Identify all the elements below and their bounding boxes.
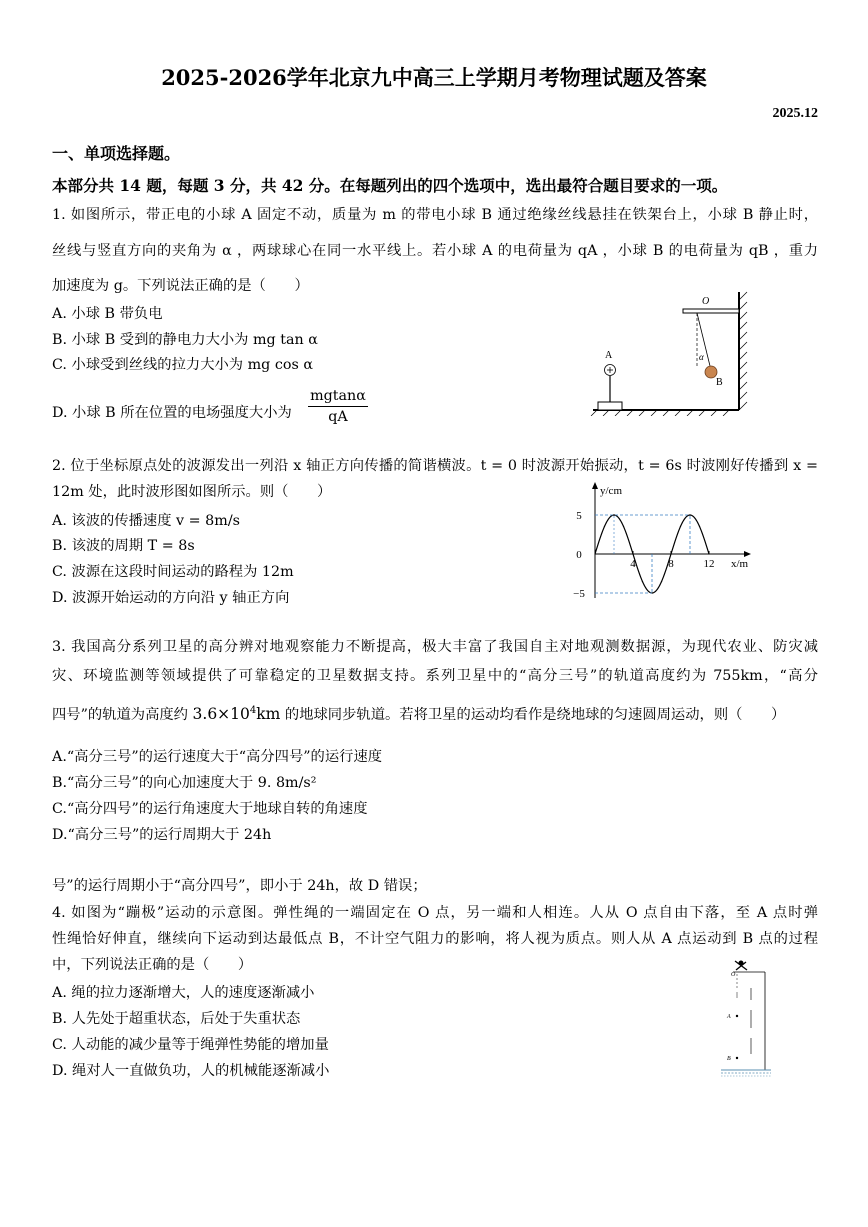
q2-option-b: B. 该波的周期 T = 8s [52, 538, 195, 554]
y-tick-label: −5 [573, 588, 585, 600]
q3-line1: 3. 我国高分系列卫星的高分辨对地观察能力不断提高，极大丰富了我国自主对地观测数据源，为现代农业、防灾减 [52, 639, 818, 655]
alpha-label: α [699, 352, 704, 362]
q2-line2: 12m 处，此时波形图如图所示。则（ ） [52, 484, 332, 500]
q3-option-a: A.“高分三号”的运行速度大于“高分四号”的运行速度 [52, 749, 383, 765]
q1-figure [585, 288, 755, 416]
y-axis-arrow [592, 482, 598, 489]
orbit-height-unit: km [256, 704, 281, 723]
q3-option-b: B.“高分三号”的向心加速度大于 9. 8m/s² [52, 775, 317, 791]
fraction-denominator: qA [328, 409, 348, 425]
x-axis-arrow [744, 551, 751, 557]
ball-b-label: B [716, 377, 723, 388]
wave-graph [565, 478, 760, 604]
wave-data-point [642, 581, 643, 582]
q1-option-c: C. 小球受到丝线的拉力大小为 mg cos α [52, 357, 314, 373]
q4-option-b: B. 人先处于超重状态，后处于失重状态 [52, 1011, 301, 1027]
wave-data-point [604, 526, 605, 527]
q1-option-a: A. 小球 B 带负电 [52, 306, 163, 322]
wall-hatch [739, 292, 747, 410]
point-o-label: O [702, 296, 710, 307]
q4-line3: 中，下列说法正确的是（ ） [52, 957, 253, 973]
q3-line2: 灾、环境监测等领域提供了可靠稳定的卫星数据支持。系列卫星中的“高分三号”的轨道高度约为 755km，“高分 [52, 668, 818, 684]
x-axis-label: x/m [731, 558, 749, 570]
q3-option-c: C.“高分四号”的运行角速度大于地球自转的角速度 [52, 801, 368, 817]
bracket-arm [683, 309, 739, 313]
q2-option-a: A. 该波的传播速度 v = 8m/s [52, 513, 240, 529]
page-title: 2025-2026学年北京九中高三上学期月考物理试题及答案 [161, 65, 707, 90]
wave-data-point [699, 526, 700, 527]
orbit-height-value: 3.6×10 [192, 704, 250, 723]
fraction-numerator: mgtanα [308, 388, 368, 407]
q1-option-b: B. 小球 B 受到的静电力大小为 mg tan α [52, 332, 318, 348]
q3-option-d: D.“高分三号”的运行周期大于 24h [52, 827, 272, 843]
q2-option-c: C. 波源在这段时间运动的路程为 12m [52, 564, 294, 580]
q1-line2: 丝线与竖直方向的夹角为 α ，两球球心在同一水平线上。若小球 A 的电荷量为 qA ，小球 B 的电荷量为 qB ，重力 [52, 243, 818, 259]
section-intro: 本部分共 14 题，每题 3 分，共 42 分。在每题列出的四个选项中，选出最符合题目要求的一项。 [52, 176, 728, 195]
q1-option-d: D. 小球 B 所在位置的电场强度大小为 [52, 405, 292, 421]
point-b-dot [736, 1057, 738, 1059]
point-b-label: B [727, 1056, 731, 1062]
y-tick-label: 0 [576, 549, 582, 561]
q4-line1: 4. 如图为“蹦极”运动的示意图。弹性绳的一端固定在 O 点，另一端和人相连。人从 O 点自由下落，至 A 点时弹 [52, 905, 818, 921]
point-a-dot [736, 1015, 738, 1017]
point-o-label: O [731, 972, 736, 978]
q4-option-a: A. 绳的拉力逐渐增大，人的速度逐渐减小 [52, 985, 315, 1001]
x-tick-label: 12 [703, 558, 715, 570]
q3-line3-start: 四号”的轨道为高度约 [52, 706, 188, 723]
section-heading: 一、单项选择题。 [52, 144, 181, 163]
stand-base [598, 402, 622, 410]
wave-data-point [623, 526, 624, 527]
point-a-label: A [727, 1014, 731, 1020]
ball-a-label: A [605, 350, 613, 361]
orbit-height-exponent: 4 [249, 705, 257, 716]
stray-answer-fragment: 号”的运行周期小于“高分四号”，即小于 24h，故 D 错误； [52, 878, 427, 894]
q4-line2: 性绳恰好伸直，继续向下运动到达最低点 B，不计空气阻力的影响，将人视为质点。则人从 A 点运动到 B 点的过程 [52, 931, 818, 947]
q4-option-d: D. 绳对人一直做负功，人的机械能逐渐减小 [52, 1063, 330, 1079]
y-axis-label: y/cm [600, 485, 622, 497]
x-tick-label: 8 [668, 558, 674, 570]
q4-option-c: C. 人动能的减少量等于绳弹性势能的增加量 [52, 1037, 329, 1053]
bungee-figure [715, 958, 775, 1082]
q1-line1: 1. 如图所示，带正电的小球 A 固定不动，质量为 m 的带电小球 B 通过绝缘丝线悬挂在铁架台上，小球 B 静止时， [52, 207, 818, 223]
q2-line1: 2. 位于坐标原点处的波源发出一列沿 x 轴正方向传播的简谐横波。t = 0 时波源开始振动，t = 6s 时波刚好传播到 x = [52, 458, 818, 474]
q1-fraction [308, 388, 368, 425]
q1-line3: 加速度为 g。下列说法正确的是（ ） [52, 278, 309, 294]
y-tick-label: 5 [576, 510, 582, 522]
q3-line3 [52, 701, 785, 725]
q3-line3-end: 的地球同步轨道。若将卫星的运动均看作是绕地球的匀速圆周运动，则（ ） [284, 706, 786, 723]
x-tick-label: 4 [630, 558, 636, 570]
wave-data-point [661, 581, 662, 582]
exam-date: 2025.12 [772, 106, 818, 121]
q2-option-d: D. 波源开始运动的方向沿 y 轴正方向 [52, 590, 290, 606]
wave-data-point [680, 526, 681, 527]
jumper-icon [735, 961, 747, 971]
wave-data-point [594, 553, 595, 554]
